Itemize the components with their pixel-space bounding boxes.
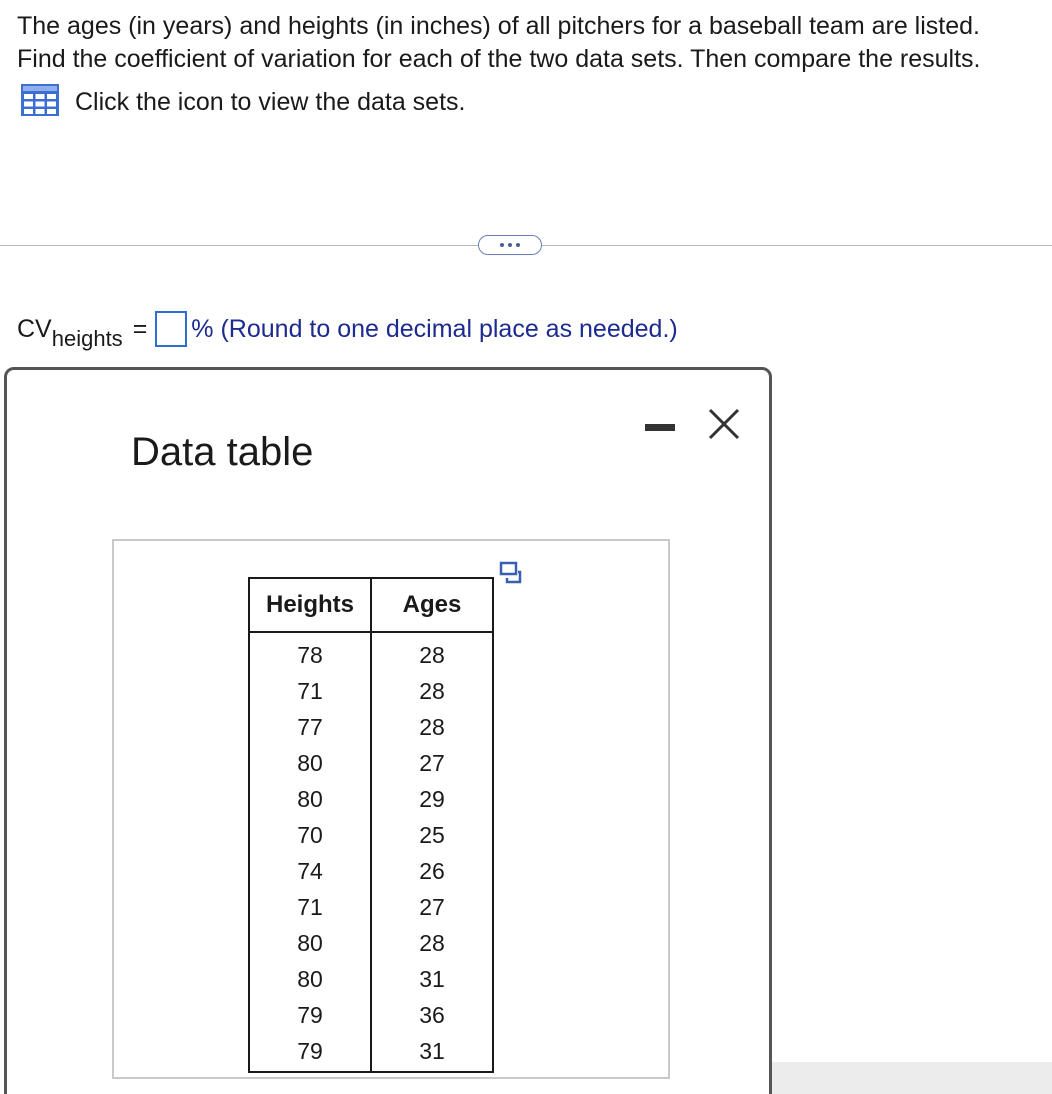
background-strip <box>772 1062 1052 1094</box>
age-cell: 27 <box>371 889 493 925</box>
ellipsis-icon <box>498 243 522 247</box>
data-panel <box>112 539 670 1079</box>
age-cell: 26 <box>371 853 493 889</box>
more-options-button[interactable] <box>478 235 542 255</box>
age-cell: 27 <box>371 745 493 781</box>
rounding-instruction: % (Round to one decimal place as needed.) <box>191 314 678 343</box>
age-cell: 28 <box>371 709 493 745</box>
height-cell: 80 <box>249 781 371 817</box>
height-cell: 71 <box>249 673 371 709</box>
age-cell: 36 <box>371 997 493 1033</box>
column-header-heights: Heights <box>249 578 371 632</box>
age-cell: 25 <box>371 817 493 853</box>
height-cell: 80 <box>249 925 371 961</box>
table-row <box>249 997 493 1033</box>
age-cell: 28 <box>371 632 493 673</box>
table-row <box>249 709 493 745</box>
table-row <box>249 853 493 889</box>
age-cell: 31 <box>371 961 493 997</box>
table-row <box>249 925 493 961</box>
table-row <box>249 745 493 781</box>
data-table-dialog <box>4 367 772 1094</box>
cv-label: CV <box>17 314 52 343</box>
table-row <box>249 817 493 853</box>
table-row <box>249 781 493 817</box>
cv-subscript: heights <box>51 326 123 351</box>
table-row <box>249 889 493 925</box>
age-cell: 28 <box>371 925 493 961</box>
copy-icon[interactable] <box>497 559 525 585</box>
height-cell: 71 <box>249 889 371 925</box>
height-cell: 74 <box>249 853 371 889</box>
height-cell: 80 <box>249 961 371 997</box>
answer-row <box>17 307 678 351</box>
data-grid-icon[interactable] <box>21 84 59 121</box>
view-data-label[interactable]: Click the icon to view the data sets. <box>75 88 466 116</box>
table-row <box>249 1033 493 1072</box>
age-cell: 28 <box>371 673 493 709</box>
view-data-link[interactable] <box>21 84 465 121</box>
height-cell: 77 <box>249 709 371 745</box>
table-row <box>249 673 493 709</box>
question-line-1: The ages (in years) and heights (in inches) of all pitchers for a baseball team are listed. <box>17 12 980 40</box>
height-cell: 70 <box>249 817 371 853</box>
question-line-2: Find the coefficient of variation for each of the two data sets. Then compare the results. <box>17 45 981 73</box>
cv-heights-input[interactable] <box>155 311 187 347</box>
table-row <box>249 632 493 673</box>
close-icon[interactable] <box>706 406 742 442</box>
column-header-ages: Ages <box>371 578 493 632</box>
height-cell: 78 <box>249 632 371 673</box>
height-cell: 79 <box>249 1033 371 1072</box>
height-cell: 80 <box>249 745 371 781</box>
equals-sign: = <box>132 314 148 343</box>
data-table <box>248 577 494 1073</box>
age-cell: 31 <box>371 1033 493 1072</box>
age-cell: 29 <box>371 781 493 817</box>
height-cell: 79 <box>249 997 371 1033</box>
question-text <box>17 10 981 76</box>
dialog-title: Data table <box>131 430 314 474</box>
table-row <box>249 961 493 997</box>
minimize-icon[interactable] <box>645 424 675 431</box>
